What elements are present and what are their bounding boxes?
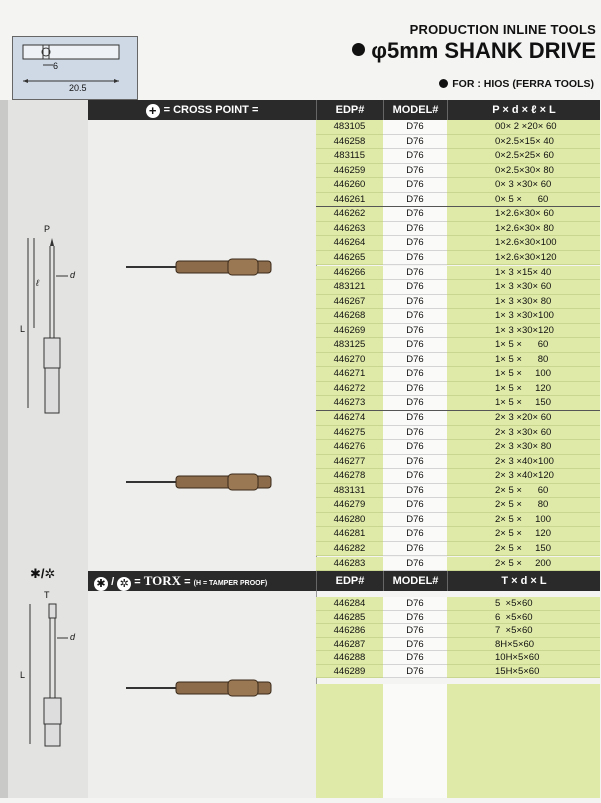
edp-cell: 446285 xyxy=(316,611,383,625)
page-title-text: 5mm SHANK DRIVE xyxy=(386,38,596,63)
dimension-cell: 6 ×5×60 xyxy=(447,611,600,625)
cross-dimension-diagram xyxy=(20,224,84,418)
table-row xyxy=(316,353,600,368)
page-edge-shade xyxy=(0,100,8,798)
model-cell: D76 xyxy=(383,513,447,528)
dimension-cell: 1×2.6×30×100 xyxy=(447,236,600,251)
model-cell: D76 xyxy=(383,527,447,542)
cross-point-table xyxy=(316,120,600,571)
table-row xyxy=(316,295,600,310)
table-row xyxy=(316,455,600,470)
dimension-cell: 5 ×5×60 xyxy=(447,597,600,611)
model-cell: D76 xyxy=(383,469,447,484)
edp-cell: 446283 xyxy=(316,557,383,572)
edp-cell: 446272 xyxy=(316,382,383,397)
table-row xyxy=(316,411,600,426)
dimension-cell: 2× 5 × 120 xyxy=(447,527,600,542)
table-row xyxy=(316,426,600,441)
model-cell: D76 xyxy=(383,164,447,179)
label-torx-d: d xyxy=(70,632,76,642)
torx-col-dims: T × d × L xyxy=(447,571,600,591)
table-row xyxy=(316,651,600,665)
model-cell: D76 xyxy=(383,222,447,237)
model-cell: D76 xyxy=(383,440,447,455)
edp-cell: 446262 xyxy=(316,207,383,222)
dimension-cell: 7 ×5×60 xyxy=(447,624,600,638)
table-row xyxy=(316,207,600,222)
dimension-cell: 00× 2 ×20× 60 xyxy=(447,120,600,135)
model-cell: D76 xyxy=(383,309,447,324)
edp-cell: 446288 xyxy=(316,651,383,665)
dimension-cell: 1× 3 ×30× 80 xyxy=(447,295,600,310)
model-cell: D76 xyxy=(383,597,447,611)
dimension-cell: 8H×5×60 xyxy=(447,638,600,652)
col-model: MODEL# xyxy=(383,100,447,120)
table-row xyxy=(316,611,600,625)
category-title: PRODUCTION INLINE TOOLS xyxy=(409,22,596,37)
model-cell: D76 xyxy=(383,498,447,513)
edp-cell: 446263 xyxy=(316,222,383,237)
table-row xyxy=(316,498,600,513)
model-cell: D76 xyxy=(383,178,447,193)
dimension-cell: 0×2.5×15× 40 xyxy=(447,135,600,150)
table-row xyxy=(316,178,600,193)
dimension-cell: 1×2.6×30× 80 xyxy=(447,222,600,237)
model-cell: D76 xyxy=(383,149,447,164)
table-row xyxy=(316,638,600,652)
model-cell: D76 xyxy=(383,396,447,411)
shank-dim-20-5: 20.5 xyxy=(69,83,87,93)
edp-cell: 446281 xyxy=(316,527,383,542)
table-row xyxy=(316,469,600,484)
dimension-cell: 2× 5 × 200 xyxy=(447,557,600,572)
shank-diagram xyxy=(12,36,138,100)
table-row xyxy=(316,665,600,679)
edp-cell: 446259 xyxy=(316,164,383,179)
cross-point-header: + = CROSS POINT = xyxy=(88,100,316,120)
edp-cell: 446280 xyxy=(316,513,383,528)
tamper-torx-icon: ✲ xyxy=(117,577,131,591)
torx-dimension-diagram xyxy=(20,588,84,748)
dimension-cell: 2× 3 ×40×100 xyxy=(447,455,600,470)
model-cell: D76 xyxy=(383,651,447,665)
bullet-icon xyxy=(439,79,448,88)
label-L: L xyxy=(20,324,26,334)
model-cell: D76 xyxy=(383,280,447,295)
edp-cell: 483121 xyxy=(316,280,383,295)
model-cell: D76 xyxy=(383,193,447,208)
cross-bit-drawings xyxy=(88,120,316,571)
torx-bit-images xyxy=(88,591,317,798)
table-row xyxy=(316,193,600,208)
edp-cell: 446269 xyxy=(316,324,383,339)
edp-cell: 446282 xyxy=(316,542,383,557)
torx-note: (H = TAMPER PROOF) xyxy=(193,580,268,587)
edp-cell: 446265 xyxy=(316,251,383,266)
label-d: d xyxy=(70,270,76,280)
edp-cell: 483131 xyxy=(316,484,383,499)
dimension-cell: 2× 5 × 150 xyxy=(447,542,600,557)
edp-cell: 446277 xyxy=(316,455,383,470)
model-cell: D76 xyxy=(383,455,447,470)
torx-bit-drawings xyxy=(88,591,316,798)
phi-symbol: φ xyxy=(371,38,387,63)
dimension-cell: 0×2.5×30× 80 xyxy=(447,164,600,179)
dimension-cell: 1× 3 ×30× 60 xyxy=(447,280,600,295)
model-cell: D76 xyxy=(383,426,447,441)
model-cell: D76 xyxy=(383,484,447,499)
dimension-cell: 10H×5×60 xyxy=(447,651,600,665)
table-row xyxy=(316,120,600,135)
edp-cell: 446275 xyxy=(316,426,383,441)
label-p: P xyxy=(44,224,51,234)
dimension-cell: 2× 3 ×30× 80 xyxy=(447,440,600,455)
cross-bit-images xyxy=(88,120,317,571)
table-row xyxy=(316,324,600,339)
table-row xyxy=(316,251,600,266)
shank-dim-6: 6 xyxy=(53,61,59,71)
torx-icons-left: ✱/✲ xyxy=(30,566,56,581)
dimension-cell: 1× 3 ×15× 40 xyxy=(447,266,600,281)
model-cell: D76 xyxy=(383,665,447,679)
edp-cell: 446279 xyxy=(316,498,383,513)
table-row xyxy=(316,367,600,382)
edp-cell: 483115 xyxy=(316,149,383,164)
edp-cell: 446264 xyxy=(316,236,383,251)
edp-cell: 446278 xyxy=(316,469,383,484)
dimension-cell: 1×2.6×30×120 xyxy=(447,251,600,266)
torx-col-model: MODEL# xyxy=(383,571,447,591)
table-row xyxy=(316,557,600,572)
edp-cell: 446273 xyxy=(316,396,383,411)
dimension-cell: 1× 5 × 60 xyxy=(447,338,600,353)
model-cell: D76 xyxy=(383,120,447,135)
edp-cell: 446268 xyxy=(316,309,383,324)
plus-icon: + xyxy=(146,104,160,118)
model-cell: D76 xyxy=(383,324,447,339)
torx-col-edp: EDP# xyxy=(316,571,383,591)
edp-cell: 446271 xyxy=(316,367,383,382)
edp-cell: 446276 xyxy=(316,440,383,455)
model-cell: D76 xyxy=(383,557,447,572)
model-cell: D76 xyxy=(383,542,447,557)
label-l-small: ℓ xyxy=(36,278,39,288)
table-row xyxy=(316,280,600,295)
model-cell: D76 xyxy=(383,266,447,281)
dimension-cell: 2× 3 ×20× 60 xyxy=(447,411,600,426)
edp-cell: 446260 xyxy=(316,178,383,193)
dimension-cell: 1× 5 × 150 xyxy=(447,396,600,411)
dimension-cell: 2× 5 × 60 xyxy=(447,484,600,499)
table-row xyxy=(316,624,600,638)
model-cell: D76 xyxy=(383,611,447,625)
table-row xyxy=(316,597,600,611)
dimension-cell: 2× 5 × 80 xyxy=(447,498,600,513)
edp-cell: 446267 xyxy=(316,295,383,310)
table-row xyxy=(316,440,600,455)
col-edp: EDP# xyxy=(316,100,383,120)
model-cell: D76 xyxy=(383,135,447,150)
dimension-cell: 2× 5 × 100 xyxy=(447,513,600,528)
edp-cell: 446258 xyxy=(316,135,383,150)
label-t: T xyxy=(44,590,50,600)
dimension-cell: 2× 3 ×30× 60 xyxy=(447,426,600,441)
table-row xyxy=(316,236,600,251)
table-row xyxy=(316,396,600,411)
edp-cell: 483105 xyxy=(316,120,383,135)
table-row xyxy=(316,382,600,397)
torx-icon: ✱ xyxy=(94,577,108,591)
col-dims: P × d × ℓ × L xyxy=(447,100,600,120)
table-row xyxy=(316,135,600,150)
table-row xyxy=(316,338,600,353)
dimension-cell: 1× 3 ×30×100 xyxy=(447,309,600,324)
edp-cell: 446270 xyxy=(316,353,383,368)
table-row xyxy=(316,149,600,164)
model-cell: D76 xyxy=(383,236,447,251)
model-cell: D76 xyxy=(383,411,447,426)
table-row xyxy=(316,513,600,528)
model-cell: D76 xyxy=(383,367,447,382)
edp-cell: 483125 xyxy=(316,338,383,353)
dimension-cell: 1× 5 × 80 xyxy=(447,353,600,368)
table-row xyxy=(316,222,600,237)
edp-cell: 446261 xyxy=(316,193,383,208)
edp-cell: 446266 xyxy=(316,266,383,281)
bullet-icon xyxy=(352,43,365,56)
model-cell: D76 xyxy=(383,251,447,266)
dimension-cell: 1×2.6×30× 60 xyxy=(447,207,600,222)
edp-cell: 446287 xyxy=(316,638,383,652)
edp-cell: 446284 xyxy=(316,597,383,611)
torx-label: TORX xyxy=(143,573,182,588)
dimension-cell: 15H×5×60 xyxy=(447,665,600,679)
table-row xyxy=(316,542,600,557)
table-row xyxy=(316,527,600,542)
dimension-cell: 0×2.5×25× 60 xyxy=(447,149,600,164)
model-cell: D76 xyxy=(383,353,447,368)
model-cell: D76 xyxy=(383,295,447,310)
dimension-cell: 1× 5 × 120 xyxy=(447,382,600,397)
dimension-cell: 2× 3 ×40×120 xyxy=(447,469,600,484)
table-row xyxy=(316,266,600,281)
label-torx-L: L xyxy=(20,670,26,680)
edp-cell: 446274 xyxy=(316,411,383,426)
for-label: FOR : HIOS (FERRA TOOLS) xyxy=(380,78,594,90)
model-cell: D76 xyxy=(383,207,447,222)
dimension-cell: 1× 5 × 100 xyxy=(447,367,600,382)
model-cell: D76 xyxy=(383,382,447,397)
table-row xyxy=(316,484,600,499)
dimension-cell: 1× 3 ×30×120 xyxy=(447,324,600,339)
torx-table xyxy=(316,591,600,798)
table-row xyxy=(316,309,600,324)
edp-cell: 446289 xyxy=(316,665,383,679)
model-cell: D76 xyxy=(383,624,447,638)
dimension-cell: 0× 3 ×30× 60 xyxy=(447,178,600,193)
table-row xyxy=(316,164,600,179)
torx-header: ✱ / ✲ = TORX = (H = TAMPER PROOF) xyxy=(88,571,316,591)
dimension-cell: 0× 5 × 60 xyxy=(447,193,600,208)
page-title xyxy=(300,38,596,64)
model-cell: D76 xyxy=(383,638,447,652)
edp-cell: 446286 xyxy=(316,624,383,638)
model-cell: D76 xyxy=(383,338,447,353)
